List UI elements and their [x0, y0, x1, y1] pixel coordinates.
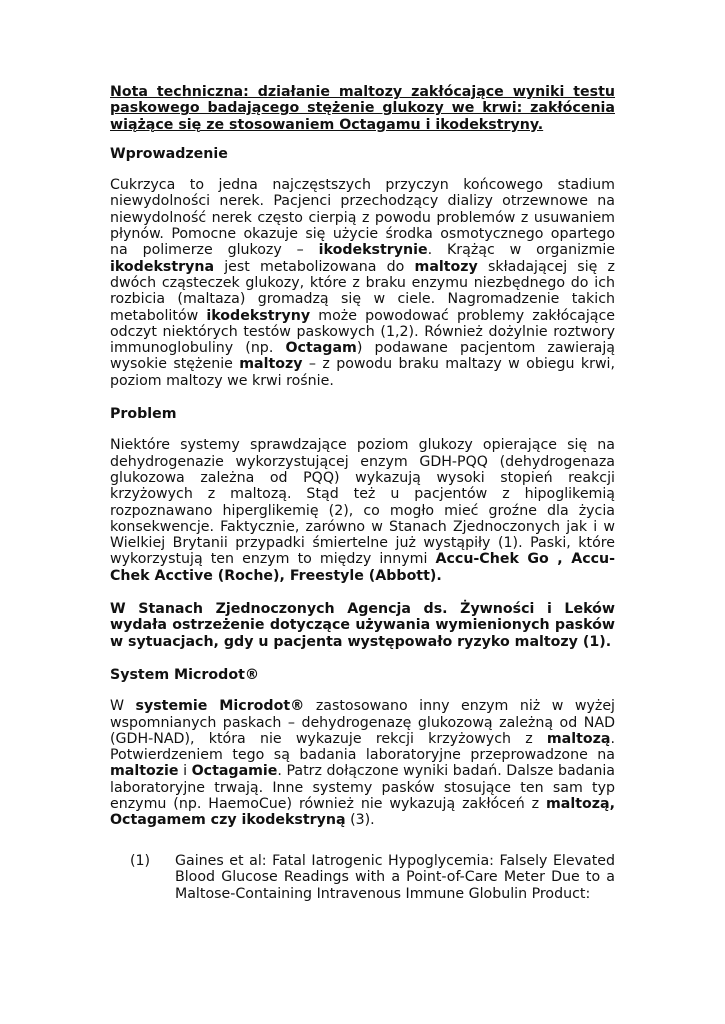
reference-number: (1) [130, 853, 151, 869]
fda-warning-paragraph: W Stanach Zjednoczonych Agencja ds. Żywności i Leków wydała ostrzeżenie dotyczące używania wymienionych pasków w sytuacjach, gdy u pacjenta występowało ryzyko maltozy (1). [110, 601, 615, 650]
reference-text: Gaines et al: Fatal Iatrogenic Hypoglycemia: Falsely Elevated Blood Glucose Readings with a Point-of-Care Meter Due to a Maltose-Containing Intravenous Immune Globulin Product: [175, 853, 615, 902]
problem-heading: Problem [110, 406, 177, 423]
microdot-heading: System Microdot® [110, 666, 260, 683]
intro-paragraph: Cukrzyca to jedna najczęstszych przyczyn końcowego stadium niewydolności nerek. Pacjenci przechodzący dializy otrzewnowe na niewydolność nerek często cierpią z powodu problemów z usuwaniem płynów. Pomocne okazuje się użycie środka osmotycznego opartego na polimerze glukozy – ikodekstrynie. Krążąc w organizmie ikodekstryna jest metabolizowana do maltozy składającej się z dwóch cząsteczek glukozy, które z braku enzymu niezbędnego do ich rozbicia (maltaza) gromadzą się w ciele. Nagromadzenie takich metabolitów ikodekstryny może powodować problemy zakłócające odczyt niektórych testów paskowych (1,2). Również dożylnie roztwory immunoglobuliny (np. Octagam) podawane pacjentom zawierają wysokie stężenie maltozy – z powodu braku maltazy w obiegu krwi, poziom maltozy we krwi rośnie. [110, 177, 616, 389]
document-title: Nota techniczna: działanie maltozy zakłócające wyniki testu paskowego badającego stężenie glukozy we krwi: zakłócenia wiążące się ze stosowaniem Octagamu i ikodekstryny. [110, 84, 615, 133]
microdot-paragraph: W systemie Microdot® zastosowano inny enzym niż w wyżej wspomnianych paskach – dehydrogenazę glukozową zależną od NAD (GDH-NAD), która nie wykazuje rekcji krzyżowych z maltozą. Potwierdzeniem tego są badania laboratoryjne przeprowadzone na maltozie i Octagamie. Patrz dołączone wyniki badań. Dalsze badania laboratoryjne trwają. Inne systemy pasków stosujące ten sam typ enzymu (np. HaemoCue) również nie wykazują zakłóceń z maltozą, Octagamem czy ikodekstryną (3). [110, 698, 616, 829]
intro-heading: Wprowadzenie [110, 145, 228, 162]
document-body [110, 84, 615, 846]
problem-paragraph: Niektóre systemy sprawdzające poziom glukozy opierające się na dehydrogenazie wykorzystującej enzym GDH-PQQ (dehydrogenaza glukozowa zależna od PQQ) wykazują wysoki stopień reakcji krzyżowych z maltozą. Stąd też u pacjentów z hipoglikemią rozpoznawano hiperglikemię (2), co mogło mieć groźne dla życia konsekwencje. Faktycznie, zarówno w Stanach Zjednoczonych jak i w Wielkiej Brytanii przypadki śmiertelne już wystąpiły (1). Paski, które wykorzystują ten enzym to między innymi Accu-Chek Go , Accu-Chek Acctive (Roche), Freestyle (Abbott). [110, 437, 615, 584]
